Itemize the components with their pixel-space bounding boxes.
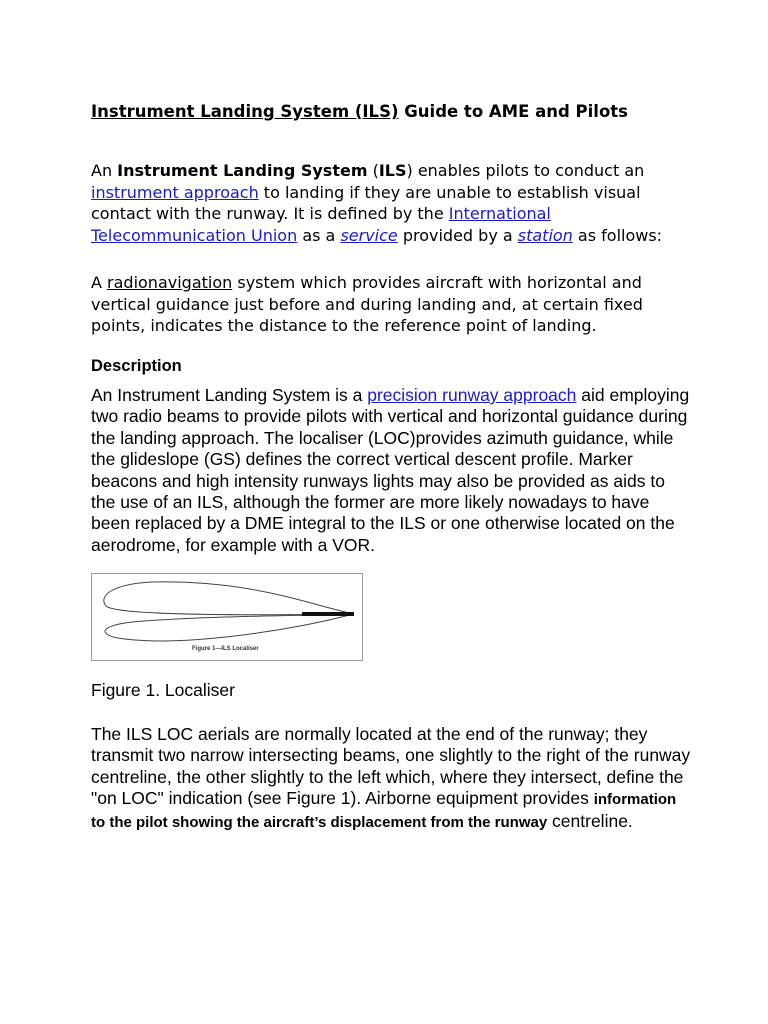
description-paragraph [91,385,691,556]
localiser-figure [91,573,363,661]
paragraph-bold-text: information to the pilot showing the aircraft’s displacement from the runway [91,791,677,831]
itu-link[interactable]: International Telecommunication Union [91,204,551,245]
definition-quote [91,272,691,337]
figure-caption: Figure 1. Localiser [91,680,235,700]
description-text: An Instrument Landing System is a [91,385,368,405]
localiser-beam-diagram [92,574,362,660]
radionavigation-term: radionavigation [107,273,233,292]
description-heading: Description [91,357,182,375]
intro-text: An [91,161,118,180]
paragraph-text: The ILS LOC aerials are normally located at the end of the runway; they transmit two narrow intersecting beams, one slightly to the right of the runway centreline, the other slightly to the left which, where they intersect, define the "on LOC" indication (see Figure 1). Airborne equipment provides [91,724,691,809]
localiser-beam-upper-lobe [104,582,354,615]
title-rest: Guide to AME and Pilots [398,102,628,121]
service-link[interactable]: service [340,225,398,245]
runway-icon [302,612,354,616]
intro-text: ) enables pilots to conduct an [406,161,645,180]
loc-aerials-paragraph [91,724,691,833]
intro-text: provided by a [397,225,518,245]
quote-text: A [91,273,108,292]
quote-text: system which provides aircraft with horizontal and vertical guidance just before and during landing and, at certain fixed points, indicates the distance to the reference point of landing. [91,273,643,335]
figure-inner-caption: Figure 1—ILS Localiser [192,646,259,652]
intro-text: as a [297,225,341,245]
paragraph-text: centreline. [547,810,633,831]
station-link[interactable]: station [517,225,573,245]
precision-runway-approach-link[interactable]: precision runway approach [367,385,577,405]
instrument-approach-link[interactable]: instrument approach [91,182,259,202]
localiser-beam-lower-lobe [105,614,354,641]
intro-text: to landing if they are unable to establish visual contact with the runway. It is defined by the [91,182,641,223]
intro-text: ( [367,161,379,180]
intro-paragraph [91,160,681,246]
page-title [91,102,628,121]
intro-bold-ils-abbr: ILS [378,161,407,180]
title-underlined: Instrument Landing System (ILS) [91,102,399,121]
intro-bold-ils-name: Instrument Landing System [117,161,368,180]
description-text: aid employing two radio beams to provide pilots with vertical and horizontal guidance during the landing approach. The localiser (LOC)provides azimuth guidance, while the glideslope (GS) defines the correct vertical descent profile. Marker beacons and high intensity runways lights may also be provided as aids to the use of an ILS, although the former are more likely nowadays to have been replaced by a DME integral to the ILS or one otherwise located on the aerodrome, for example with a VOR. [91,385,690,555]
intro-text: as follows: [572,225,663,245]
